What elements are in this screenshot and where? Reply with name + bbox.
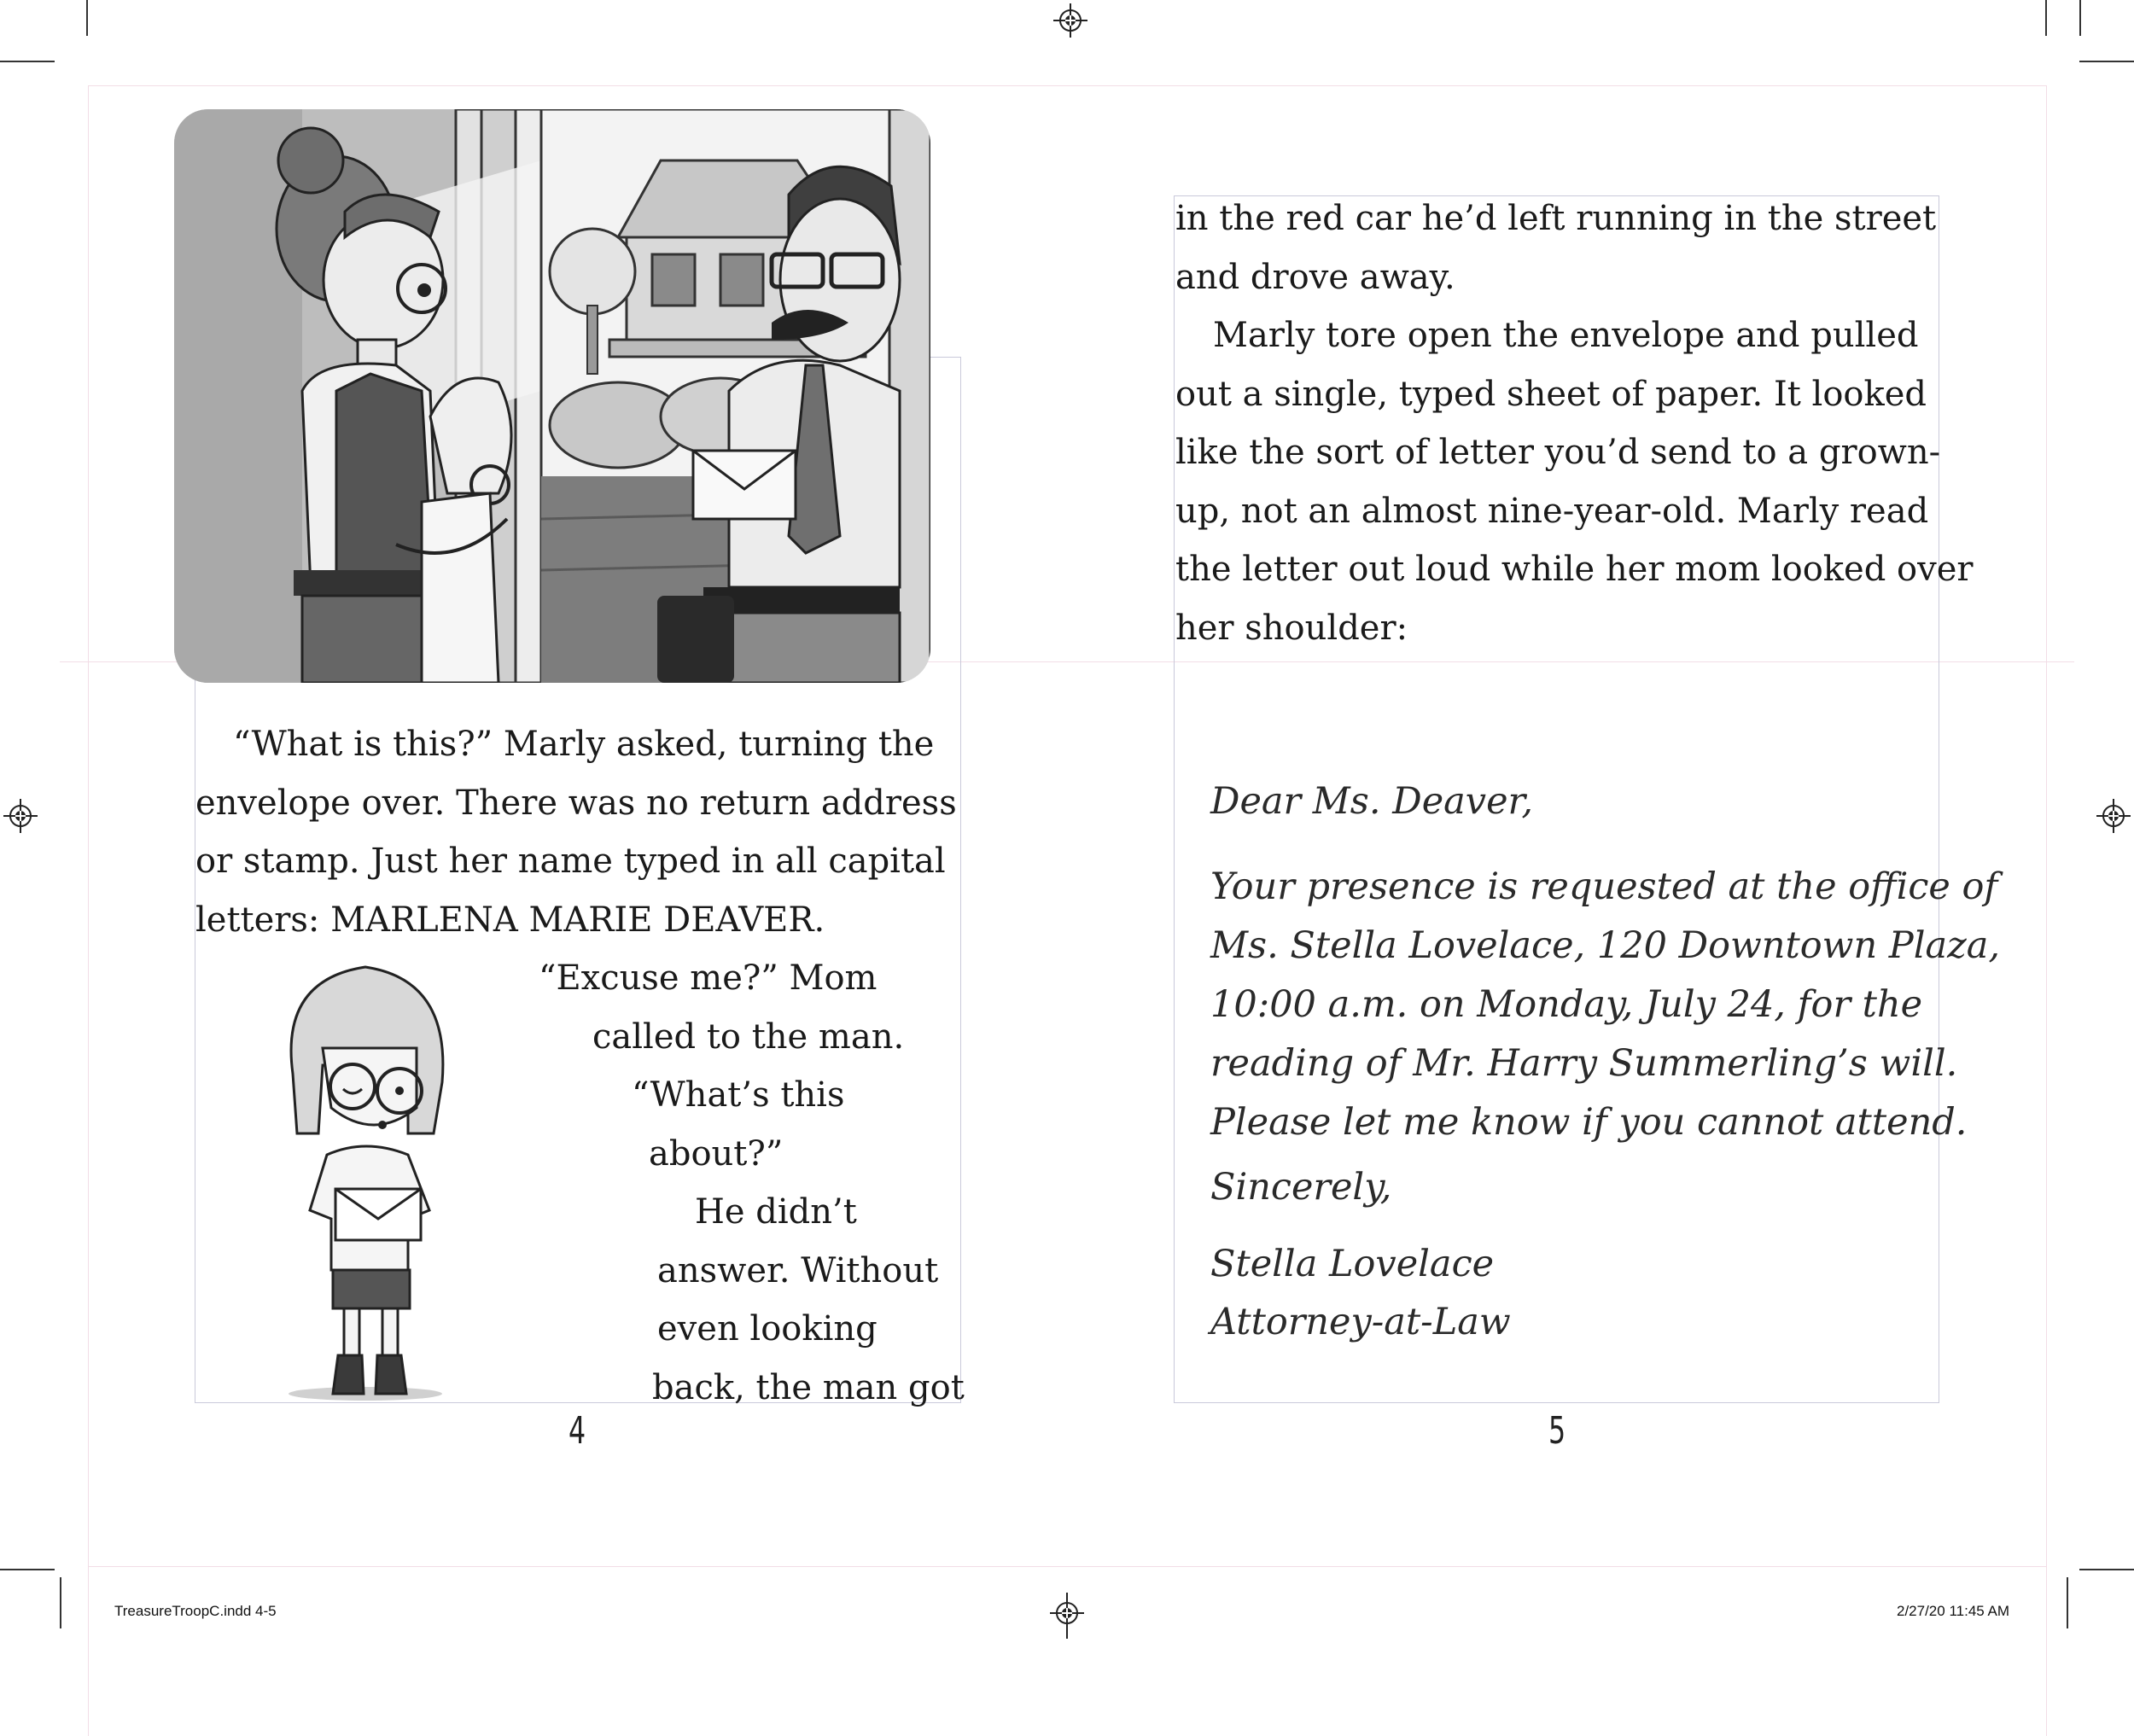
text-line: He didn’t xyxy=(695,1192,857,1232)
letter-line: Please let me know if you cannot attend. xyxy=(1210,1101,1968,1144)
letter-line: Your presence is requested at the office of xyxy=(1210,865,1998,908)
text-line: her shoulder: xyxy=(1175,608,1408,648)
letter-signature xyxy=(1210,1235,1511,1351)
text-line: back, the man got xyxy=(652,1367,965,1407)
registration-mark-bottom xyxy=(1048,1589,1086,1640)
text-line: in the red car he’d left running in the street xyxy=(1175,199,1937,238)
page-number-right: 5 xyxy=(1548,1409,1566,1453)
letter-line: Ms. Stella Lovelace, 120 Downtown Plaza, xyxy=(1210,924,2001,967)
registration-mark-top xyxy=(1052,2,1089,39)
text-line: “What’s this xyxy=(632,1075,845,1115)
text-line: about?” xyxy=(649,1133,784,1174)
letter-line: 10:00 a.m. on Monday, July 24, for the xyxy=(1210,983,1923,1026)
text-line: even looking xyxy=(657,1309,878,1349)
text-line: up, not an almost nine-year-old. Marly read xyxy=(1175,491,1929,531)
text-line: “Excuse me?” Mom xyxy=(539,958,878,998)
text-line: envelope over. There was no return address xyxy=(195,783,957,823)
left-wrapped-text xyxy=(0,949,965,1417)
text-line: called to the man. xyxy=(592,1017,905,1057)
text-line: and drove away. xyxy=(1175,257,1455,297)
text-line: the letter out loud while her mom looked over xyxy=(1175,550,1974,589)
letter-line: reading of Mr. Harry Summerling’s will. xyxy=(1210,1042,1958,1085)
letter-salutation: Dear Ms. Deaver, xyxy=(1210,780,1534,823)
signature-name: Stella Lovelace xyxy=(1210,1243,1495,1285)
text-line: answer. Without xyxy=(657,1250,939,1290)
text-line: letters: MARLENA MARIE DEAVER. xyxy=(195,900,825,940)
letter-closing: Sincerely, xyxy=(1210,1166,1392,1209)
page-number-left: 4 xyxy=(568,1409,586,1453)
doorway-illustration xyxy=(174,109,930,683)
slug-file-label: TreasureTroopC.indd 4-5 xyxy=(114,1603,277,1619)
signature-title: Attorney-at-Law xyxy=(1210,1301,1511,1343)
slug-timestamp: 2/27/20 11:45 AM xyxy=(1897,1603,2010,1619)
text-line: like the sort of letter you’d send to a grown- xyxy=(1175,433,1941,472)
mom-figure xyxy=(277,128,446,683)
text-line: Marly tore open the envelope and pulled xyxy=(1213,316,1919,355)
left-paragraph-1 xyxy=(195,715,957,949)
text-line: “What is this?” Marly asked, turning the xyxy=(233,725,935,764)
right-paragraph-1 xyxy=(1175,189,1974,657)
registration-mark-left xyxy=(2,797,39,835)
text-line: or stamp. Just her name typed in all capital xyxy=(195,842,946,881)
letter-body xyxy=(1210,858,2000,1152)
registration-mark-right xyxy=(2095,797,2132,835)
text-line: out a single, typed sheet of paper. It looked xyxy=(1175,374,1927,414)
